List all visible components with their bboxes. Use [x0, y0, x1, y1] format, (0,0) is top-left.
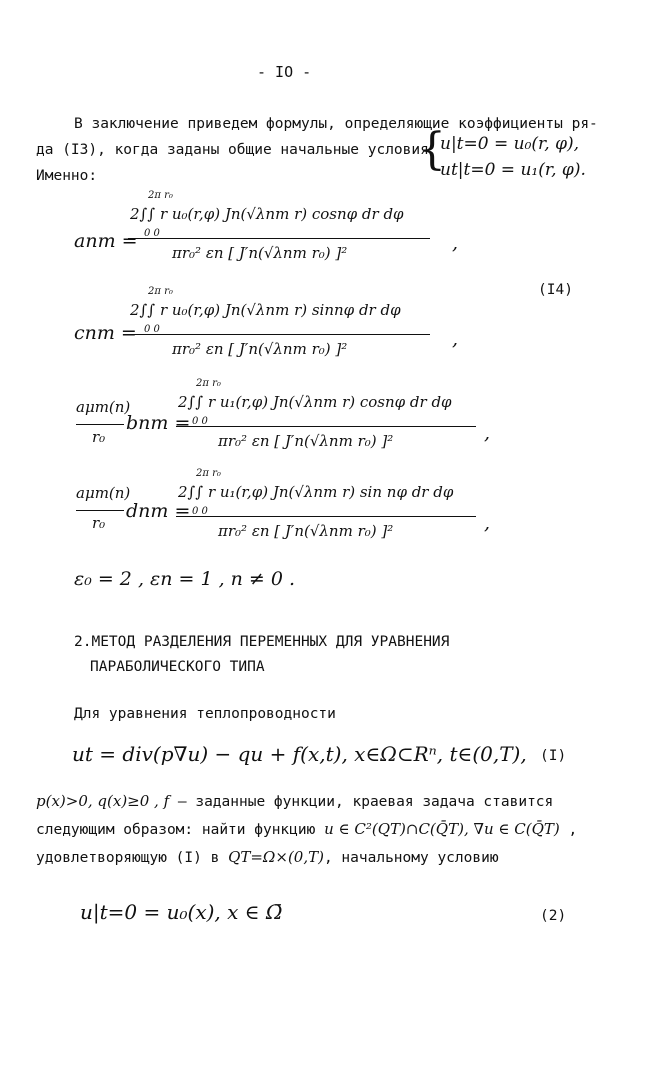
formula-b-lhs-denominator: r₀ [92, 428, 106, 446]
fraction-bar-b-lhs [76, 424, 124, 425]
formula-b-upper-limits: 2π r₀ [196, 378, 221, 389]
domain-qt: QT=Ω×(0,T) [228, 848, 324, 866]
body-paragraph-4 [36, 848, 499, 866]
body-paragraph-2 [36, 792, 553, 810]
body-paragraph-3-tail: , [559, 822, 578, 838]
formula-d-lower-limits: 0 0 [192, 506, 208, 517]
formula-a-denominator: πr₀² εn [ J′n(√λnm r₀) ]² [172, 244, 348, 262]
page-number: - IO - [257, 63, 312, 81]
formula-c-numerator: 2∫∫ r u₀(r,φ) Jn(√λnm r) sinnφ dr dφ [130, 301, 401, 319]
epsilon-definition: ε₀ = 2 , εn = 1 , n ≠ 0 . [74, 568, 296, 590]
formula-b-lhs-numerator: aμm(n) [76, 398, 131, 416]
formula-b-lhs-tail: bnm = [126, 412, 191, 434]
equation-label-2: (2) [540, 908, 567, 924]
formula-c-upper-limits: 2π r₀ [148, 286, 173, 297]
intro-line-2: да (I3), когда заданы общие начальные условия [36, 142, 429, 158]
body-paragraph-1: Для уравнения теплопроводности [74, 706, 336, 722]
formula-d-denominator: πr₀² εn [ J′n(√λnm r₀) ]² [218, 522, 394, 540]
initial-condition-equation: u|t=0 = u₀(x), x ∈ Ω̄ [80, 900, 283, 924]
section-title-line-2: ПАРАБОЛИЧЕСКОГО ТИПА [90, 659, 265, 675]
formula-d-lhs-numerator: aμm(n) [76, 484, 131, 502]
intro-line-1: В заключение приведем формулы, определяющие коэффициенты ря- [74, 116, 598, 132]
body-paragraph-2-text: – заданные функции, краевая задача ставится [169, 794, 554, 810]
body-paragraph-3 [36, 820, 577, 838]
function-space: u ∈ C²(QT)∩C(Q̄T), ∇u ∈ C(Q̄T) [324, 820, 560, 838]
section-title-line-1: 2.МЕТОД РАЗДЕЛЕНИЯ ПЕРЕМЕННЫХ ДЛЯ УРАВНЕНИЯ [74, 634, 450, 650]
initial-condition-1: u|t=0 = u₀(r, φ), [440, 134, 580, 154]
formula-d-comma: , [484, 512, 491, 534]
formula-d-upper-limits: 2π r₀ [196, 468, 221, 479]
heat-equation: ut = div(p∇u) − qu + f(x,t), x∈Ω⊂Rⁿ, t∈(0,T), [72, 742, 527, 766]
formula-a-lhs: anm = [74, 230, 138, 252]
formula-b-lower-limits: 0 0 [192, 416, 208, 427]
fraction-bar-d [176, 516, 476, 517]
equation-label-i4: (I4) [538, 282, 573, 298]
formula-a-lower-limits: 0 0 [144, 228, 160, 239]
initial-condition-2: ut|t=0 = u₁(r, φ). [440, 160, 586, 180]
intro-line-3: Именно: [36, 168, 98, 184]
formula-a-comma: , [452, 232, 459, 254]
formula-a-numerator: 2∫∫ r u₀(r,φ) Jn(√λnm r) cosnφ dr dφ [130, 205, 404, 223]
formula-b-comma: , [484, 422, 491, 444]
brace: { [418, 124, 446, 175]
formula-c-lower-limits: 0 0 [144, 324, 160, 335]
body-paragraph-4-tail: , начальному условию [323, 850, 499, 866]
body-paragraph-4-text: удовлетворяющую (I) в [36, 850, 229, 866]
formula-b-denominator: πr₀² εn [ J′n(√λnm r₀) ]² [218, 432, 394, 450]
body-paragraph-3-text: следующим образом: найти функцию [36, 822, 325, 838]
formula-c-denominator: πr₀² εn [ J′n(√λnm r₀) ]² [172, 340, 348, 358]
fraction-bar-b [176, 426, 476, 427]
formula-d-lhs-denominator: r₀ [92, 514, 106, 532]
fraction-bar-a [128, 238, 430, 239]
formula-a-upper-limits: 2π r₀ [148, 190, 173, 201]
fraction-bar-c [128, 334, 430, 335]
formula-d-numerator: 2∫∫ r u₁(r,φ) Jn(√λnm r) sin nφ dr dφ [178, 483, 454, 501]
formula-c-comma: , [452, 328, 459, 350]
equation-label-1: (I) [540, 748, 567, 764]
coefficient-conditions: p(x)>0, q(x)≥0 , f [36, 792, 170, 810]
fraction-bar-d-lhs [76, 510, 124, 511]
formula-b-numerator: 2∫∫ r u₁(r,φ) Jn(√λnm r) cosnφ dr dφ [178, 393, 452, 411]
formula-c-lhs: cnm = [74, 322, 137, 344]
formula-d-lhs-tail: dnm = [126, 500, 191, 522]
